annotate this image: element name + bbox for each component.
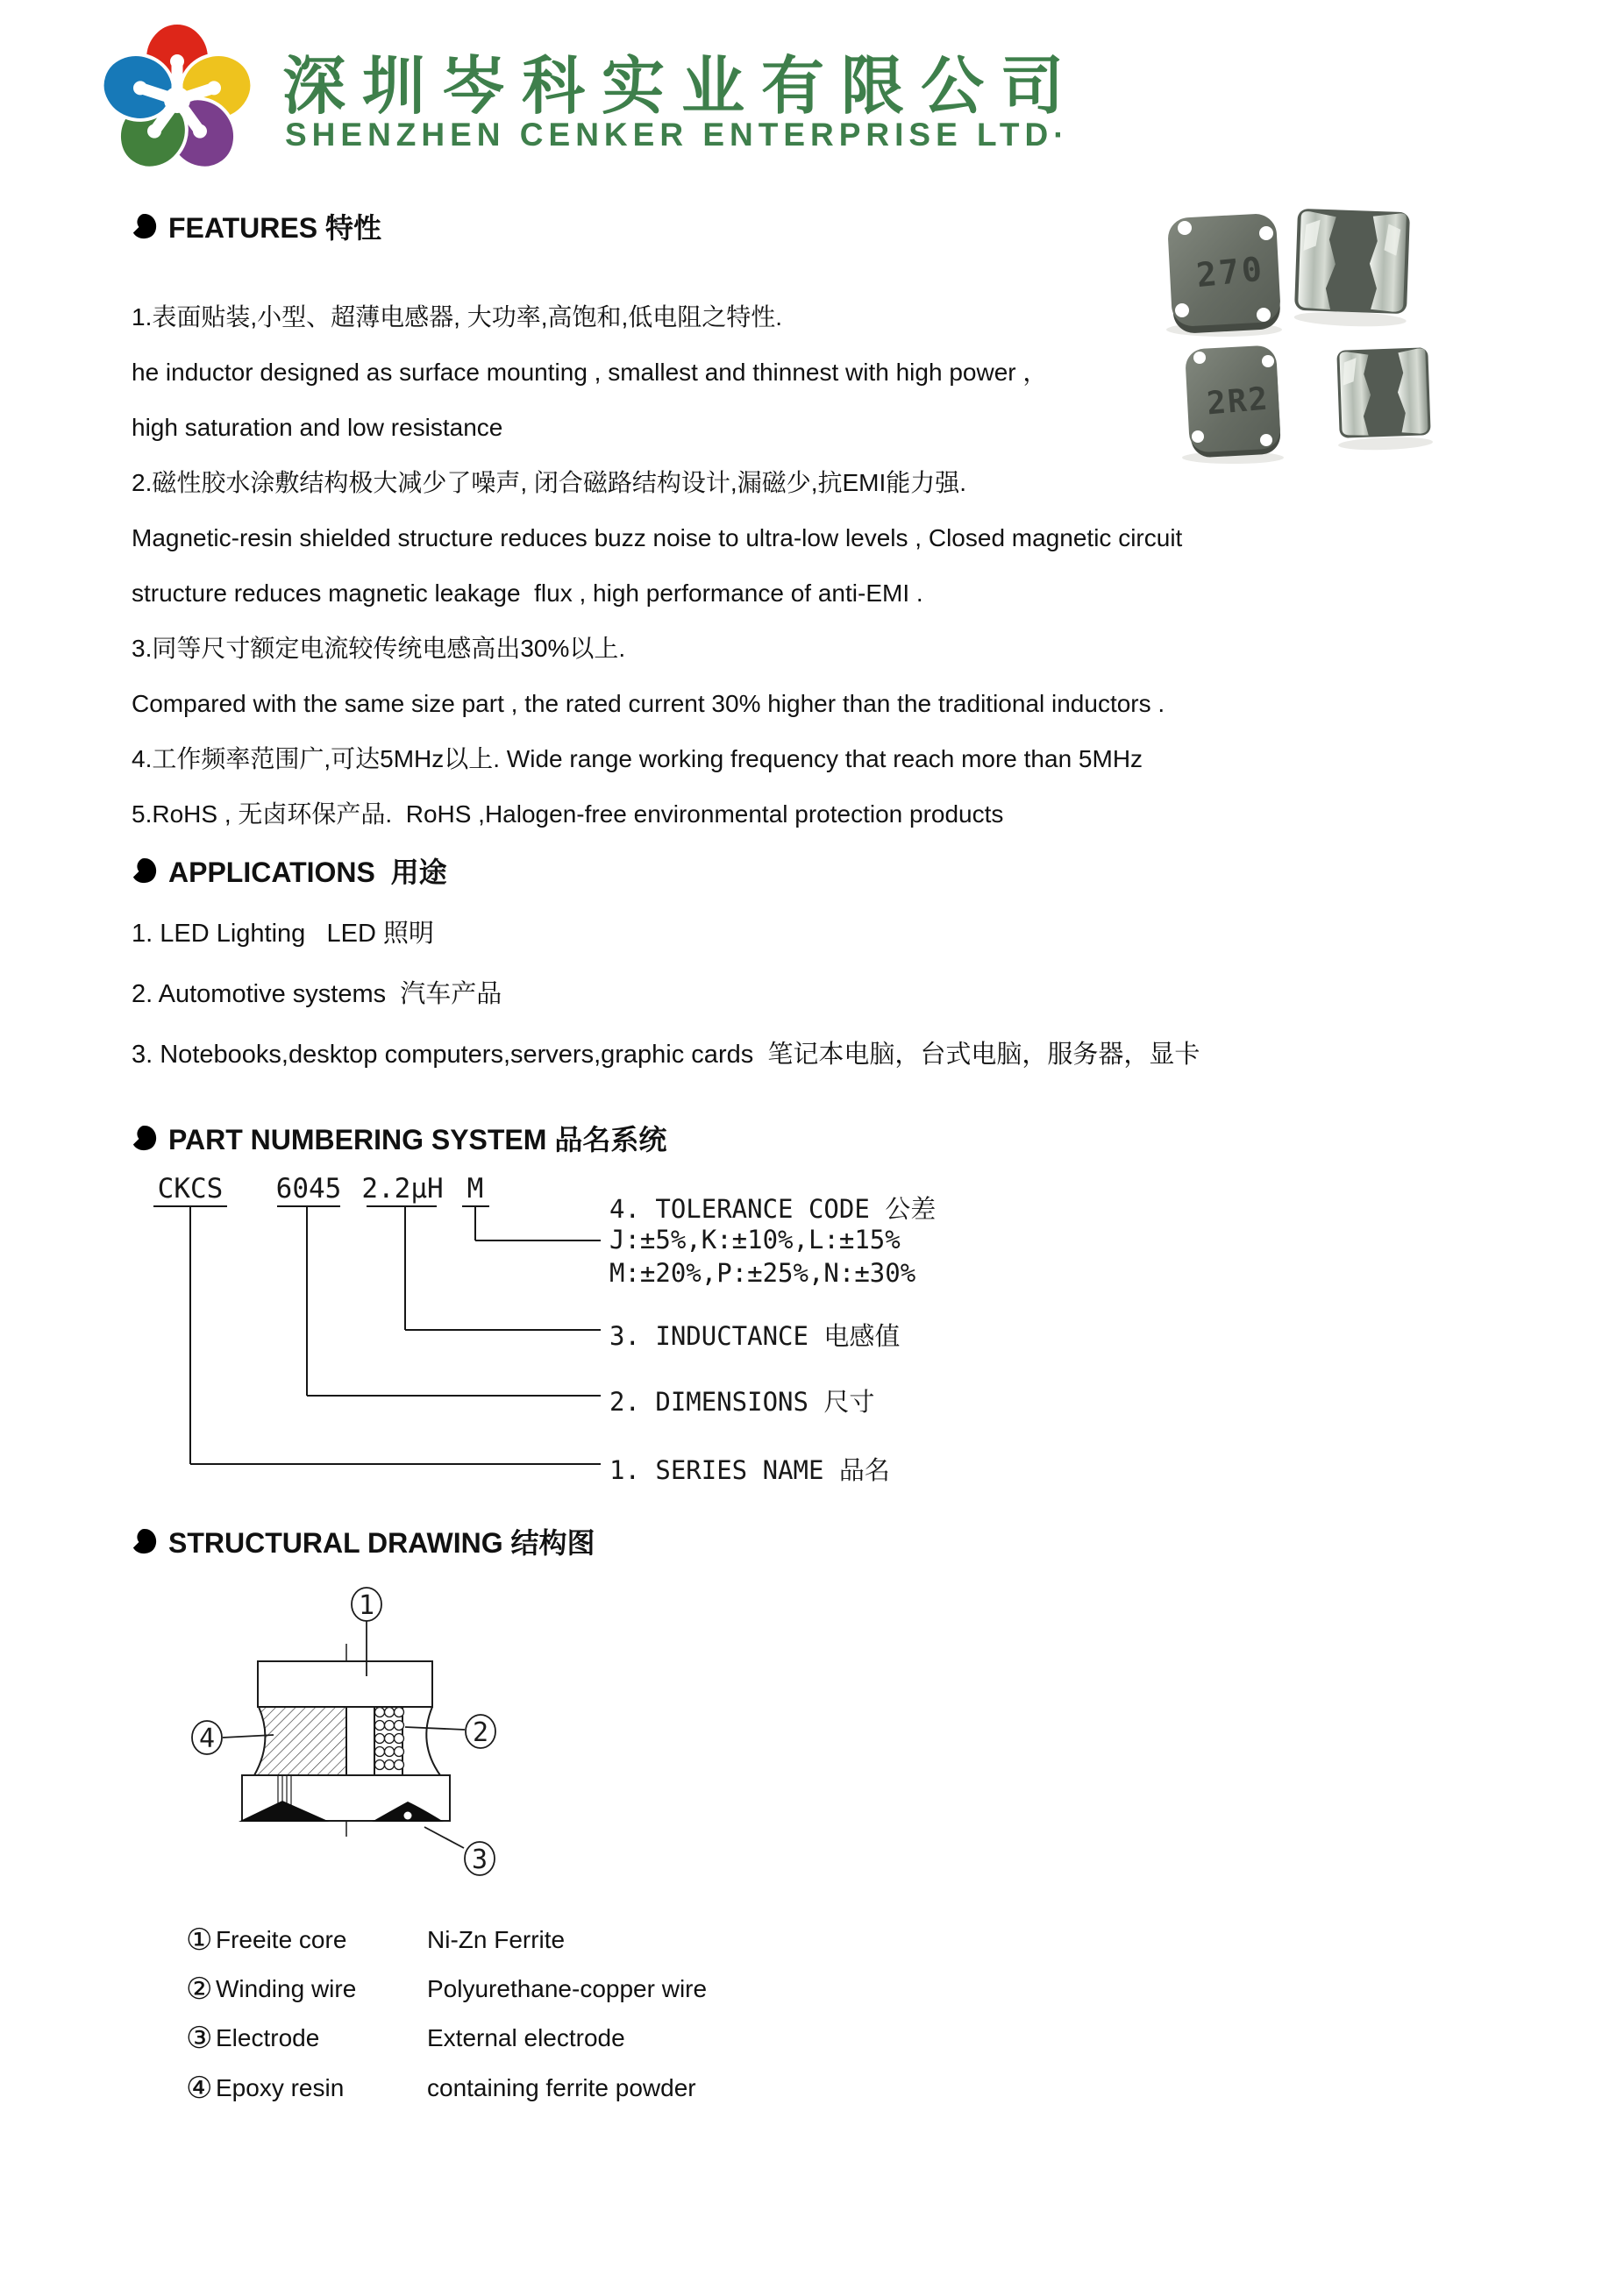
legend-material: Polyurethane-copper wire bbox=[427, 1975, 708, 2002]
callout-number-2: 2 bbox=[472, 1717, 489, 1748]
applications-heading bbox=[132, 855, 447, 886]
features-heading bbox=[132, 210, 381, 242]
winding-wire-coil bbox=[375, 1708, 404, 1770]
legend-number: ④ bbox=[186, 2072, 213, 2105]
feature-line: structure reduces magnetic leakage flux , high performance of anti-EMI . bbox=[132, 579, 923, 607]
feature-line: Compared with the same size part , the rated current 30% higher than the traditional inductors . bbox=[132, 690, 1165, 717]
epoxy-resin-region bbox=[254, 1707, 346, 1775]
legend-row-freeite-core bbox=[186, 1923, 975, 1961]
application-item: 2. Automotive systems 汽车产品 bbox=[132, 980, 502, 1008]
legend-part-name: Winding wire bbox=[216, 1975, 357, 2002]
callout-number-1: 1 bbox=[358, 1590, 375, 1621]
legend-material: containing ferrite powder bbox=[427, 2074, 696, 2101]
inductor-photo-bottom-view-small bbox=[1335, 347, 1433, 451]
feature-line: 4.工作频率范围广,可达5MHz以上. Wide range working frequency that reach more than 5MHz bbox=[132, 745, 1143, 772]
callout-number-3: 3 bbox=[471, 1845, 488, 1875]
company-logo bbox=[92, 19, 263, 186]
structural-drawing-title: STRUCTURAL DRAWING 结构图 bbox=[168, 1527, 595, 1559]
company-name-en: SHENZHEN CENKER ENTERPRISE LTD· bbox=[285, 117, 1070, 153]
tolerance-values-row2: M:±20%,P:±25%,N:±30% bbox=[609, 1258, 916, 1288]
legend-part-name: Freeite core bbox=[216, 1926, 347, 1953]
section-bullet-icon bbox=[132, 212, 158, 240]
section-bullet-icon bbox=[132, 1124, 158, 1152]
legend-number: ② bbox=[186, 1973, 213, 2006]
product-photo bbox=[1140, 202, 1456, 469]
part-numbering-heading bbox=[132, 1122, 666, 1154]
inductance-label: 3. INDUCTANCE 电感值 bbox=[609, 1321, 901, 1351]
inductor-photo-bottom-view-large bbox=[1293, 209, 1410, 328]
feature-line: 5.RoHS , 无卤环保产品. RoHS ,Halogen-free environmental protection products bbox=[132, 800, 1004, 828]
legend-material: External electrode bbox=[427, 2024, 625, 2051]
legend-number: ③ bbox=[186, 2022, 213, 2055]
applications-title: APPLICATIONS 用途 bbox=[168, 857, 447, 888]
feature-line: high saturation and low resistance bbox=[132, 414, 503, 441]
legend-row-electrode bbox=[186, 2024, 975, 2059]
callout-number-4: 4 bbox=[198, 1724, 216, 1754]
application-item: 3. Notebooks,desktop computers,servers,graphic cards 笔记本电脑，台式电脑，服务器，显卡 bbox=[132, 1041, 1200, 1069]
ferrite-core-flange bbox=[258, 1661, 432, 1707]
feature-line: 3.同等尺寸额定电流较传统电感高出30%以上. bbox=[132, 635, 626, 662]
legend-material: Ni-Zn Ferrite bbox=[427, 1926, 566, 1953]
section-bullet-icon bbox=[132, 1527, 158, 1555]
legend-number: ① bbox=[186, 1923, 213, 1957]
code-tolerance: M bbox=[467, 1173, 484, 1205]
legend-part-name: Epoxy resin bbox=[216, 2074, 345, 2101]
dimensions-label: 2. DIMENSIONS 尺寸 bbox=[609, 1387, 875, 1417]
part-numbering-title: PART NUMBERING SYSTEM 品名系统 bbox=[168, 1124, 667, 1155]
inductor-photo-2r2 bbox=[1182, 345, 1284, 464]
feature-line: Magnetic-resin shielded structure reduces buzz noise to ultra-low levels , Closed magnetic circuit bbox=[132, 524, 1183, 551]
tolerance-values-row1: J:±5%,K:±10%,L:±15% bbox=[609, 1225, 901, 1255]
logo-flower-icon bbox=[92, 19, 263, 181]
feature-line: he inductor designed as surface mounting , smallest and thinnest with high power ， bbox=[132, 359, 1048, 386]
company-name-cn: 深圳岑科实业有限公司 bbox=[282, 52, 1081, 122]
series-name-label: 1. SERIES NAME 品名 bbox=[609, 1455, 890, 1485]
application-item: 1. LED Lighting LED 照明 bbox=[132, 920, 434, 948]
code-dimensions: 6045 bbox=[275, 1173, 342, 1205]
feature-line: 2.磁性胶水涂敷结构极大减少了噪声, 闭合磁路结构设计,漏磁少,抗EMI能力强. bbox=[132, 469, 967, 496]
structural-drawing-heading bbox=[132, 1525, 595, 1557]
core-profile-curve bbox=[426, 1707, 440, 1775]
legend-row-epoxy-resin bbox=[186, 2074, 975, 2109]
inductor-photo-270 bbox=[1166, 213, 1282, 337]
feature-line: 1.表面贴装,小型、超薄电感器, 大功率,高饱和,低电阻之特性. bbox=[132, 303, 783, 331]
section-bullet-icon bbox=[132, 857, 158, 885]
code-inductance: 2.2µH bbox=[361, 1173, 444, 1205]
code-series: CKCS bbox=[157, 1173, 224, 1205]
tolerance-code-label: 4. TOLERANCE CODE 公差 bbox=[609, 1194, 937, 1224]
legend-row-winding-wire bbox=[186, 1975, 975, 2010]
part-marking-270: 270 bbox=[1194, 249, 1267, 295]
features-title: FEATURES 特性 bbox=[168, 212, 381, 244]
structural-drawing bbox=[175, 1569, 544, 1889]
legend-part-name: Electrode bbox=[216, 2024, 320, 2051]
part-marking-2r2: 2R2 bbox=[1205, 380, 1271, 423]
